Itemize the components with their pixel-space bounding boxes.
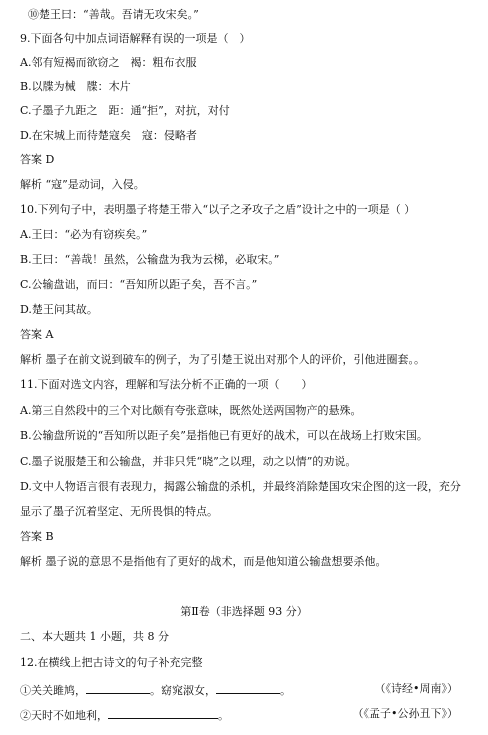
- fill-text: ②天时不如地利，: [20, 709, 108, 722]
- option-a: A.邻有短褐而欲窃之 褐：粗布衣服: [20, 56, 197, 69]
- answer-line: 答案 B: [20, 530, 54, 543]
- fill-text: 。: [280, 684, 291, 697]
- source-citation: （《诗经•周南》）: [374, 682, 458, 695]
- option-b: B.公输盘所说的“吾知所以距子矣”是指他已有更好的战术，可以在战场上打败宋国。: [20, 429, 428, 442]
- analysis-line: 解析 墨子说的意思不是指他有了更好的战术，而是他知道公输盘想要杀他。: [20, 555, 387, 568]
- option-c: C.墨子说服楚王和公输盘，并非只凭“晓”之以理，动之以情”的劝说。: [20, 455, 357, 468]
- answer-line: 答案 A: [20, 328, 54, 341]
- option-a: A.王曰：“必为有窃疾矣。”: [20, 228, 148, 241]
- question-12: 12.在横线上把古诗文的句子补充完整: [20, 656, 203, 669]
- answer-line: 答案 D: [20, 153, 55, 166]
- analysis-line: 解析 墨子在前文说到破车的例子，为了引楚王说出对那个人的评价，引他进圈套。。: [20, 353, 425, 366]
- option-d: D.楚王问其故。: [20, 303, 98, 316]
- option-c: C.公输盘诎，而曰：“吾知所以距子矣，吾不言。”: [20, 278, 258, 291]
- option-c: C.子墨子九距之 距：通“拒”，对抗，对付: [20, 104, 230, 117]
- fill-text: 。: [218, 709, 229, 722]
- answer-blank[interactable]: [86, 682, 150, 694]
- option-a: A.第三自然段中的三个对比颇有夸张意味，既然处送两国物产的悬殊。: [20, 404, 362, 417]
- section-title: 第Ⅱ卷（非选择题 93 分）: [180, 605, 308, 618]
- text-line: ⑩楚王曰：“善哉。吾请无攻宋矣。”: [28, 8, 199, 21]
- answer-blank[interactable]: [108, 707, 218, 719]
- option-b: B.以牒为械 牒：木片: [20, 80, 131, 93]
- fill-text: 。窈窕淑女，: [150, 684, 216, 697]
- option-b: B.王曰：“善哉！虽然，公输盘为我为云梯，必取宋。”: [20, 253, 280, 266]
- fill-line-1: [20, 682, 291, 698]
- answer-blank[interactable]: [216, 682, 280, 694]
- question-11: 11.下面对选文内容，理解和写法分析不正确的一项（ ）: [20, 378, 313, 391]
- option-d: D.在宋城上而待楚寇矣 寇：侵略者: [20, 129, 197, 142]
- fill-line-2: [20, 707, 229, 723]
- option-d: D.文中人物语言很有表现力，揭露公输盘的杀机，并最终消除楚国攻宋企图的这一段，充分: [20, 480, 461, 493]
- question-9: 9.下面各句中加点词语解释有误的一项是（ ）: [20, 32, 251, 45]
- fill-text: ①关关雎鸠，: [20, 684, 86, 697]
- option-d-continued: 显示了墨子沉着坚定、无所畏惧的特点。: [20, 505, 218, 518]
- analysis-line: 解析 “寇”是动词，入侵。: [20, 178, 145, 191]
- source-citation: （《孟子•公孙丑下》）: [352, 707, 458, 720]
- section-heading: 二、本大题共 1 小题，共 8 分: [20, 630, 169, 643]
- question-10: 10.下列句子中，表明墨子将楚王带入“以子之矛攻子之盾”设计之中的一项是（ ）: [20, 203, 416, 216]
